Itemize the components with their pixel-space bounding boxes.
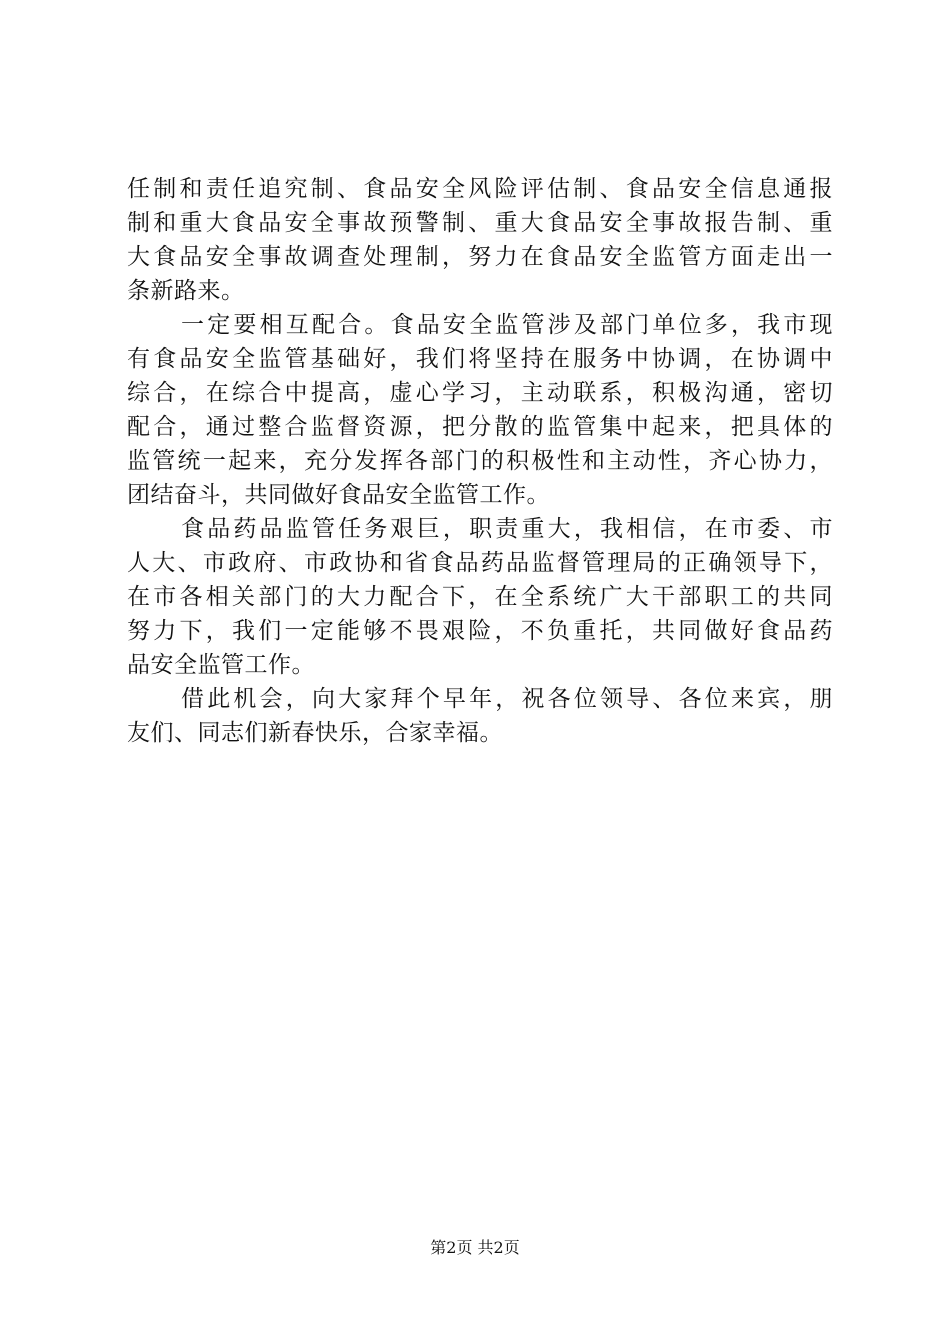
paragraph bbox=[127, 308, 833, 512]
text-line: 综合，在综合中提高，虚心学习，主动联系，积极沟通，密切 bbox=[127, 380, 833, 406]
document-body bbox=[127, 172, 833, 750]
text-line: 食品药品监管任务艰巨，职责重大，我相信，在市委、市 bbox=[181, 516, 833, 542]
text-line: 制和重大食品安全事故预警制、重大食品安全事故报告制、重 bbox=[127, 210, 833, 236]
page-number-footer: 第2页 共2页 bbox=[430, 1238, 520, 1257]
text-line: 监管统一起来，充分发挥各部门的积极性和主动性，齐心协力， bbox=[127, 448, 833, 474]
text-line: 条新路来。 bbox=[127, 278, 245, 304]
text-line: 一定要相互配合。食品安全监管涉及部门单位多，我市现 bbox=[181, 312, 833, 338]
text-line: 借此机会，向大家拜个早年，祝各位领导、各位来宾，朋 bbox=[181, 686, 833, 712]
text-line: 大食品安全事故调查处理制，努力在食品安全监管方面走出一 bbox=[127, 244, 833, 270]
text-line: 配合，通过整合监督资源，把分散的监管集中起来，把具体的 bbox=[127, 414, 833, 440]
text-line: 友们、同志们新春快乐，合家幸福。 bbox=[127, 720, 503, 746]
paragraph bbox=[127, 512, 833, 682]
paragraph bbox=[127, 172, 833, 308]
text-line: 人大、市政府、市政协和省食品药品监督管理局的正确领导下， bbox=[127, 550, 833, 576]
text-line: 任制和责任追究制、食品安全风险评估制、食品安全信息通报 bbox=[127, 176, 833, 202]
paragraph bbox=[127, 682, 833, 750]
text-line: 努力下，我们一定能够不畏艰险，不负重托，共同做好食品药 bbox=[127, 618, 833, 644]
text-line: 团结奋斗，共同做好食品安全监管工作。 bbox=[127, 482, 550, 508]
text-line: 在市各相关部门的大力配合下，在全系统广大干部职工的共同 bbox=[127, 584, 833, 610]
text-line: 有食品安全监管基础好，我们将坚持在服务中协调，在协调中 bbox=[127, 346, 833, 372]
text-line: 品安全监管工作。 bbox=[127, 652, 315, 678]
